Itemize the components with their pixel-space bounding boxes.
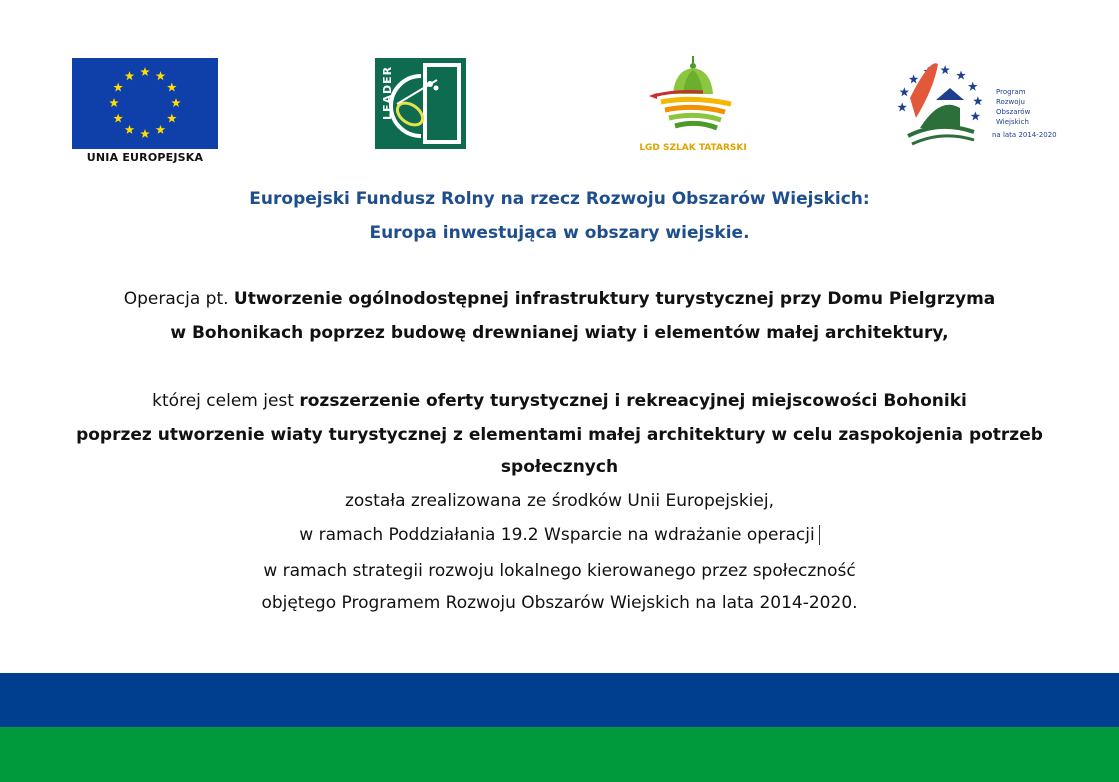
leader-text [377,62,397,122]
svg-text:na lata 2014-2020: na lata 2014-2020 [992,131,1057,139]
footer-band-green [0,727,1119,782]
goal-line-2 [0,424,1119,446]
eu-caption: UNIA EUROPEJSKA [86,151,204,164]
svg-text:LEADER: LEADER [381,65,394,120]
goal-text-2: poprzez utworzenie wiaty turystycznej z elementami małej architektury w celu zaspokojenia potrzeb [76,425,1043,445]
svg-text:Wiejskich: Wiejskich [996,118,1029,126]
svg-text:LGD SZLAK TATARSKI: LGD SZLAK TATARSKI [639,143,747,153]
prow-star-icon [956,71,966,80]
heading-line-2: Europa inwestująca w obszary wiejskie. [369,223,750,243]
goal-text-1: rozszerzenie oferty turystycznej i rekreacyjnej miejscowości Bohoniki [299,391,967,411]
operation-line-2 [0,322,1119,344]
eu-logo [72,58,218,168]
prow-emblem-icon [890,58,1057,150]
svg-text:Obszarów: Obszarów [996,108,1031,116]
funding-line-1: została zrealizowana ze środków Unii Europejskiej, [344,491,774,511]
prow-star-icon [940,65,950,74]
prow-star-icon [971,111,981,120]
heading-line-1: Europejski Fundusz Rolny na rzecz Rozwoju Obszarów Wiejskich: [249,189,870,209]
eu-flag-icon [72,58,218,149]
leader-logo [375,58,466,149]
prow-logo [890,58,1057,150]
operation-title-1: Utworzenie ogólnodostępnej infrastruktury turystycznej przy Domu Pielgrzyma [233,289,996,309]
operation-line-1 [0,288,1119,310]
svg-text:Program: Program [996,88,1026,96]
operation-title-2: w Bohonikach poprzez budowę drewnianej wiaty i elementów małej architektury, [170,323,949,343]
goal-line-3 [0,456,1119,478]
goal-prefix: której celem jest [152,391,300,411]
svg-text:Rozwoju: Rozwoju [996,98,1025,106]
lgd-emblem-icon [639,52,747,156]
text-cursor [819,525,820,545]
prow-star-icon [900,87,910,96]
prow-star-icon [897,102,907,111]
funding-line-4: objętego Programem Rozwoju Obszarów Wiejskich na lata 2014-2020. [261,593,858,613]
goal-text-3: społecznych [500,457,619,477]
prow-star-icon [968,82,978,91]
prow-star-icon [973,96,983,105]
funding-text-2: w ramach Poddziałania 19.2 Wsparcie na wdrażanie operacji [299,525,815,545]
operation-prefix: Operacja pt. [123,289,234,309]
footer-band-blue [0,673,1119,727]
prow-star-icon [909,74,919,83]
lgd-logo [639,52,747,156]
goal-line-1 [0,390,1119,412]
funding-line-3: w ramach strategii rozwoju lokalnego kierowanego przez społeczność [263,561,856,581]
funding-line-2 [0,524,1119,546]
